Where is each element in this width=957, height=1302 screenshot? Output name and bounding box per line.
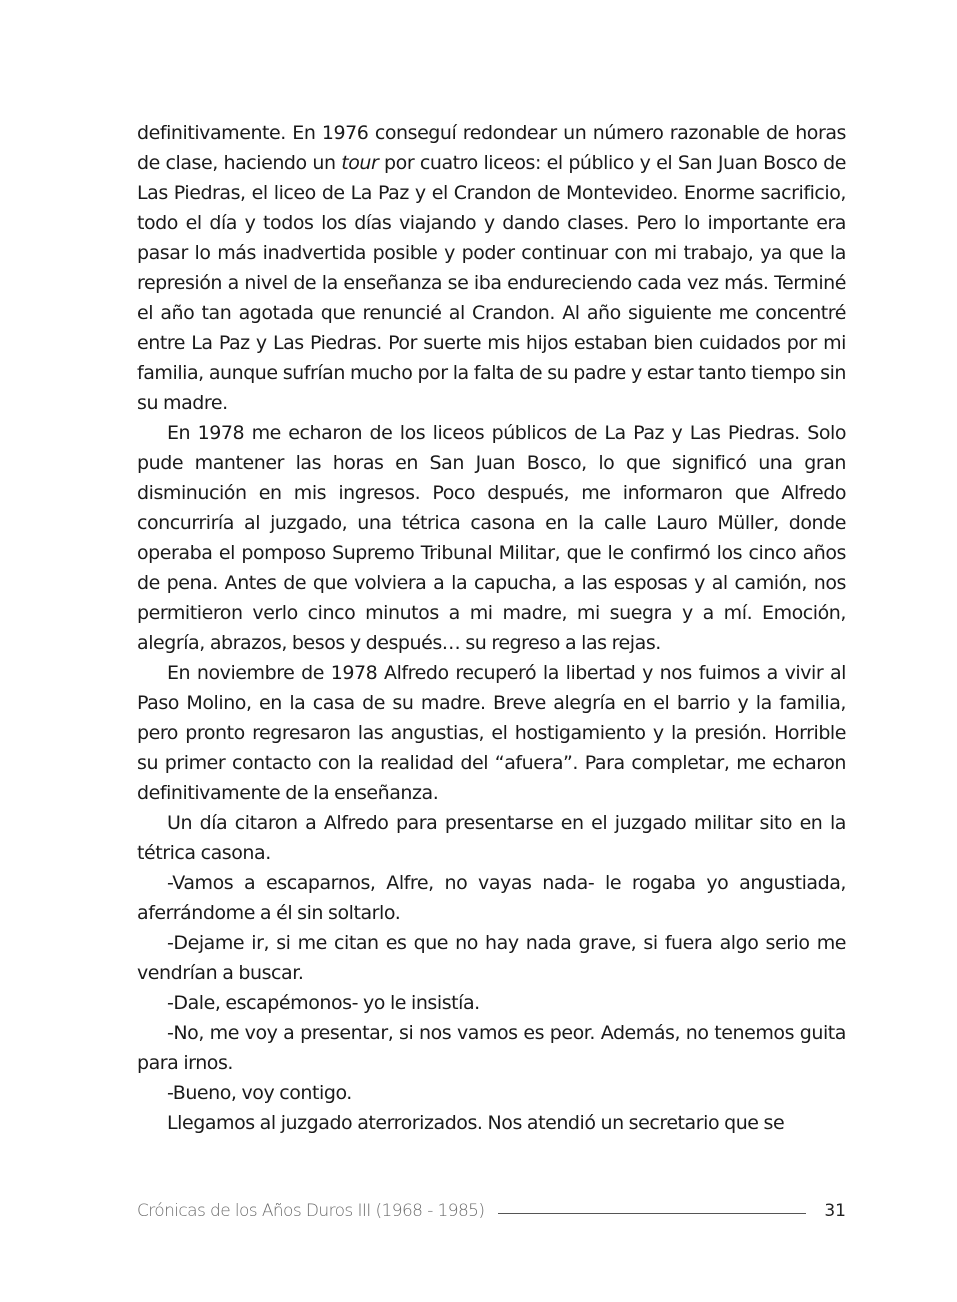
paragraph-1: [137, 118, 846, 418]
paragraph-2: En 1978 me echaron de los liceos públicos de La Paz y Las Piedras. Solo pude mantener las horas en San Juan Bosco, lo que significó una gran disminución en mis ingresos. Poco después, me informaron que Alfredo concurriría al juzgado, una tétrica casona en la calle Lauro Müller, donde operaba el pomposo Supremo Tribunal Militar, que le confirmó los cinco años de pena. Antes de que volviera a la capucha, a las esposas y al camión, nos permitieron verlo cinco minutos a mi madre, mi suegra y a mí. Emoción, alegría, abrazos, besos y después… su regreso a las rejas.: [137, 422, 846, 654]
paragraph-3: En noviembre de 1978 Alfredo recuperó la libertad y nos fuimos a vivir al Paso Molino, en la casa de su madre. Breve alegría en el barrio y la familia, pero pronto regresaron las angustias, el hostigamiento y la presión. Horrible su primer contacto con la realidad del “afuera”. Para completar, me echaron definitivamente de la enseñanza.: [137, 662, 846, 804]
dialogue-line-5: -Bueno, voy contigo.: [167, 1082, 352, 1104]
paragraph-final: Llegamos al juzgado aterrorizados. Nos atendió un secretario que se: [167, 1112, 785, 1134]
italic-word-tour: tour: [341, 152, 379, 174]
body-text: [137, 118, 846, 1138]
dialogue-line-1: -Vamos a escaparnos, Alfre, no vayas nada- le rogaba yo angustiada, aferrándome a él sin soltarlo.: [137, 872, 846, 924]
dialogue-line-4: -No, me voy a presentar, si nos vamos es peor. Además, no tenemos guita para irnos.: [137, 1022, 846, 1074]
paragraph-4: Un día citaron a Alfredo para presentarse en el juzgado militar sito en la tétrica casona.: [137, 812, 846, 864]
dialogue-line-3: -Dale, escapémonos- yo le insistía.: [167, 992, 480, 1014]
paragraph-1-start: definitivamente. En 1976 conseguí redondear un número razonable de horas de clase, haciendo un: [137, 122, 846, 174]
footer-book-title: Crónicas de los Años Duros III (1968 - 1985): [137, 1201, 485, 1221]
page-number: 31: [824, 1201, 846, 1221]
paragraph-1-end: por cuatro liceos: el público y el San Juan Bosco de Las Piedras, el liceo de La Paz y el Crandon de Montevideo. Enorme sacrificio, todo el día y todos los días viajando y dando clases. Pero lo importante era pasar lo más inadvertida posible y poder continuar con mi trabajo, ya que la represión a nivel de la enseñanza se iba endureciendo cada vez más. Terminé el año tan agotada que renuncié al Crandon. Al año siguiente me concentré entre La Paz y Las Piedras. Por suerte mis hijos estaban bien cuidados por mi familia, aunque sufrían mucho por la falta de su padre y estar tanto tiempo sin su madre.: [137, 152, 846, 414]
dialogue-line-2: -Dejame ir, si me citan es que no hay nada grave, si fuera algo serio me vendrían a buscar.: [137, 932, 846, 984]
page-footer: [137, 1196, 846, 1226]
footer-divider: [498, 1213, 806, 1214]
